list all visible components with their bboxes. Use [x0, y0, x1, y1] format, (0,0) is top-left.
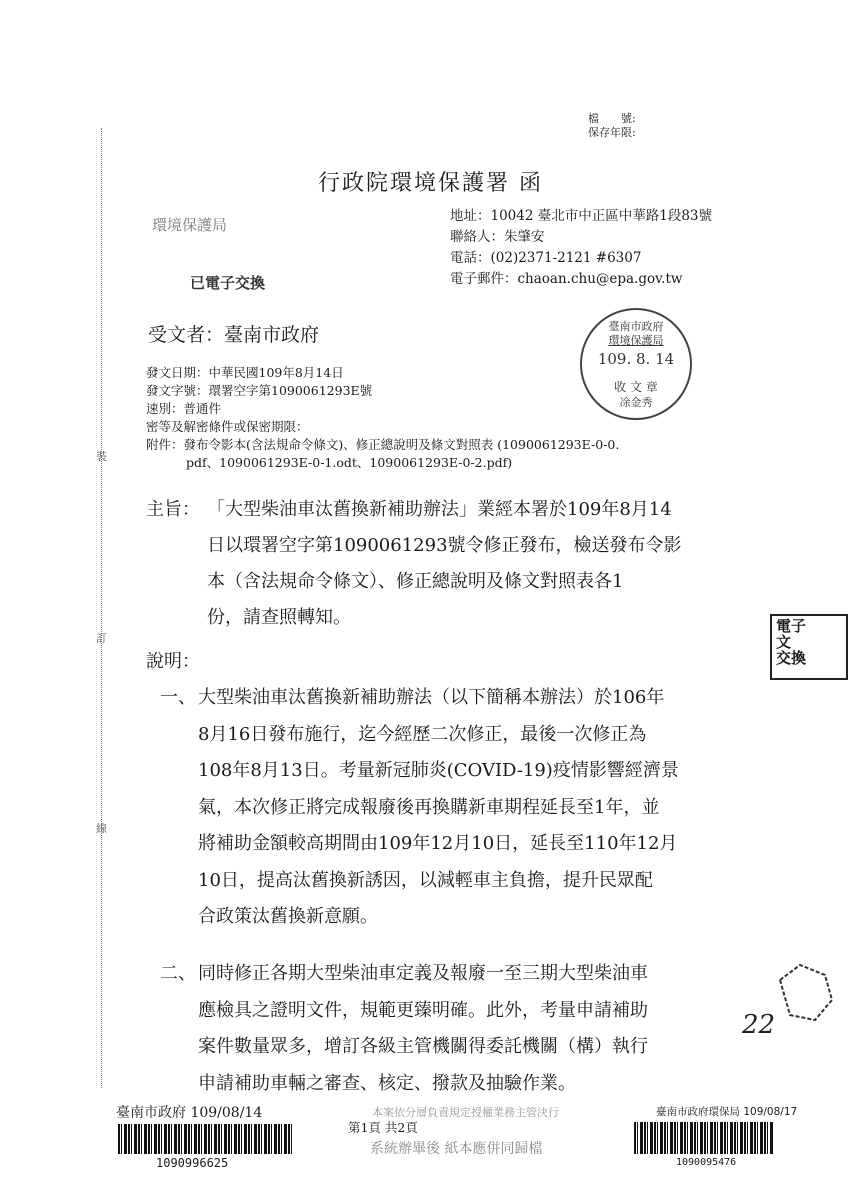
contact-person: 聯絡人：朱肇安 [450, 229, 545, 245]
footer-faint-note-2: 系統辦畢後 紙本應併同歸檔 [370, 1141, 543, 1157]
left-barcode [118, 1124, 293, 1154]
item-line: 將補助金額較高期間由109年12月10日，延長至110年12月 [198, 833, 678, 854]
right-barcode-number: 1090095476 [676, 1157, 737, 1168]
stamp-line-city: 臺南市政府 [608, 320, 664, 333]
attachment-line-2: pdf、1090061293E-0-1.odt、1090061293E-0-2.pdf) [186, 455, 513, 470]
phone: 電話：(02)2371-2121 #6307 [450, 250, 642, 266]
subject-line: 份，請查照轉知。 [207, 607, 351, 628]
left-barcode-number: 1090996625 [156, 1156, 229, 1170]
item-line: 108年8月13日。考量新冠肺炎(COVID-19)疫情影響經濟景 [198, 760, 679, 781]
item-line: 同時修正各期大型柴油車定義及報廢一至三期大型柴油車 [198, 963, 648, 984]
email: 電子郵件：chaoan.chu@epa.gov.tw [450, 271, 683, 287]
electronic-exchange-stamp: 已電子交換 [190, 274, 266, 292]
item-line: 氣，本次修正將完成報廢後再換購新車期程延長至1年，並 [198, 796, 660, 818]
secrecy-level: 密等及解密條件或保密期限： [146, 419, 309, 434]
document-number: 發文字號：環署空字第1090061293E號 [146, 383, 373, 398]
stamp-line-bureau: 環境保護局 [608, 334, 664, 347]
issue-date: 發文日期：中華民國109年8月14日 [146, 365, 344, 380]
item-line: 申請補助車輛之審查、核定、撥款及抽驗作業。 [198, 1072, 576, 1094]
item-line: 應檢具之證明文件，規範更臻明確。此外，考量申請補助 [198, 999, 648, 1021]
subject-body [207, 492, 767, 636]
item-line: 大型柴油車汰舊換新補助辦法（以下簡稱本辦法）於106年 [198, 687, 665, 708]
item-1-body [198, 680, 758, 936]
handwritten-mark: 22 [742, 1010, 776, 1040]
side-stamp-line: 電子 [776, 617, 807, 635]
subject-line: 日以環署空字第1090061293號令修正發布，檢送發布令影 [207, 535, 682, 556]
document-title: 行政院環境保護署 函 [318, 171, 543, 196]
side-stamp-line: 文 [776, 633, 792, 651]
binding-mark-ding: 訂 [96, 632, 107, 645]
page-info: 第1頁 共2頁 [348, 1120, 418, 1135]
subject-line: 「大型柴油車汰舊換新補助辦法」業經本署於109年8月14 [207, 499, 672, 520]
side-stamp-line: 交換 [776, 649, 807, 667]
contact-block [450, 206, 780, 290]
retention-label: 保存年限: [588, 126, 636, 139]
item-2-marker: 二、 [160, 963, 196, 984]
speed-class: 速別：普通件 [146, 401, 222, 416]
stamp-line-name: 凃金秀 [619, 396, 653, 409]
address: 地址：10042 臺北市中正區中華路1段83號 [450, 208, 713, 224]
subject-label: 主旨： [146, 499, 200, 520]
meta-block [146, 364, 736, 472]
footer-right-label: 臺南市政府環保局 109/08/17 [656, 1106, 798, 1118]
recipient: 受文者：臺南市政府 [148, 324, 320, 346]
item-line: 合政策汰舊換新意願。 [198, 906, 378, 927]
binding-mark-zhuang: 裝 [96, 450, 107, 463]
footer-left-label: 臺南市政府 109/08/14 [116, 1105, 263, 1121]
binding-mark-xian: 線 [96, 822, 107, 835]
right-barcode [634, 1122, 774, 1154]
explanation-label: 說明： [146, 651, 200, 672]
stamp-line-receive: 收 文 章 [614, 380, 658, 394]
bureau-faint-stamp: 環境保護局 [152, 216, 228, 234]
item-2-body [198, 956, 758, 1102]
item-line: 8月16日發布施行，迄今經歷二次修正，最後一次修正為 [198, 723, 647, 745]
torn-paper-mark [770, 960, 840, 1060]
electronic-document-side-stamp [770, 614, 848, 680]
attachment-line-1: 附件：發布令影本(含法規命令條文)、修正總說明及條文對照表 (1090061293E-0-0. [146, 437, 620, 452]
file-number-label: 檔 號: [588, 112, 636, 125]
item-1-marker: 一、 [160, 687, 196, 708]
item-line: 案件數量眾多，增訂各級主管機關得委託機關（構）執行 [198, 1036, 648, 1057]
footer-faint-note-1: 本案依分層負責規定授權業務主管決行 [372, 1106, 559, 1119]
item-line: 10日，提高汰舊換新誘因，以減輕車主負擔，提升民眾配 [198, 869, 653, 891]
subject-line: 本（含法規命令條文）、修正總說明及條文對照表各1 [207, 571, 624, 592]
binding-dotted-line [101, 128, 102, 1088]
stamp-date: 109. 8. 14 [597, 350, 675, 368]
